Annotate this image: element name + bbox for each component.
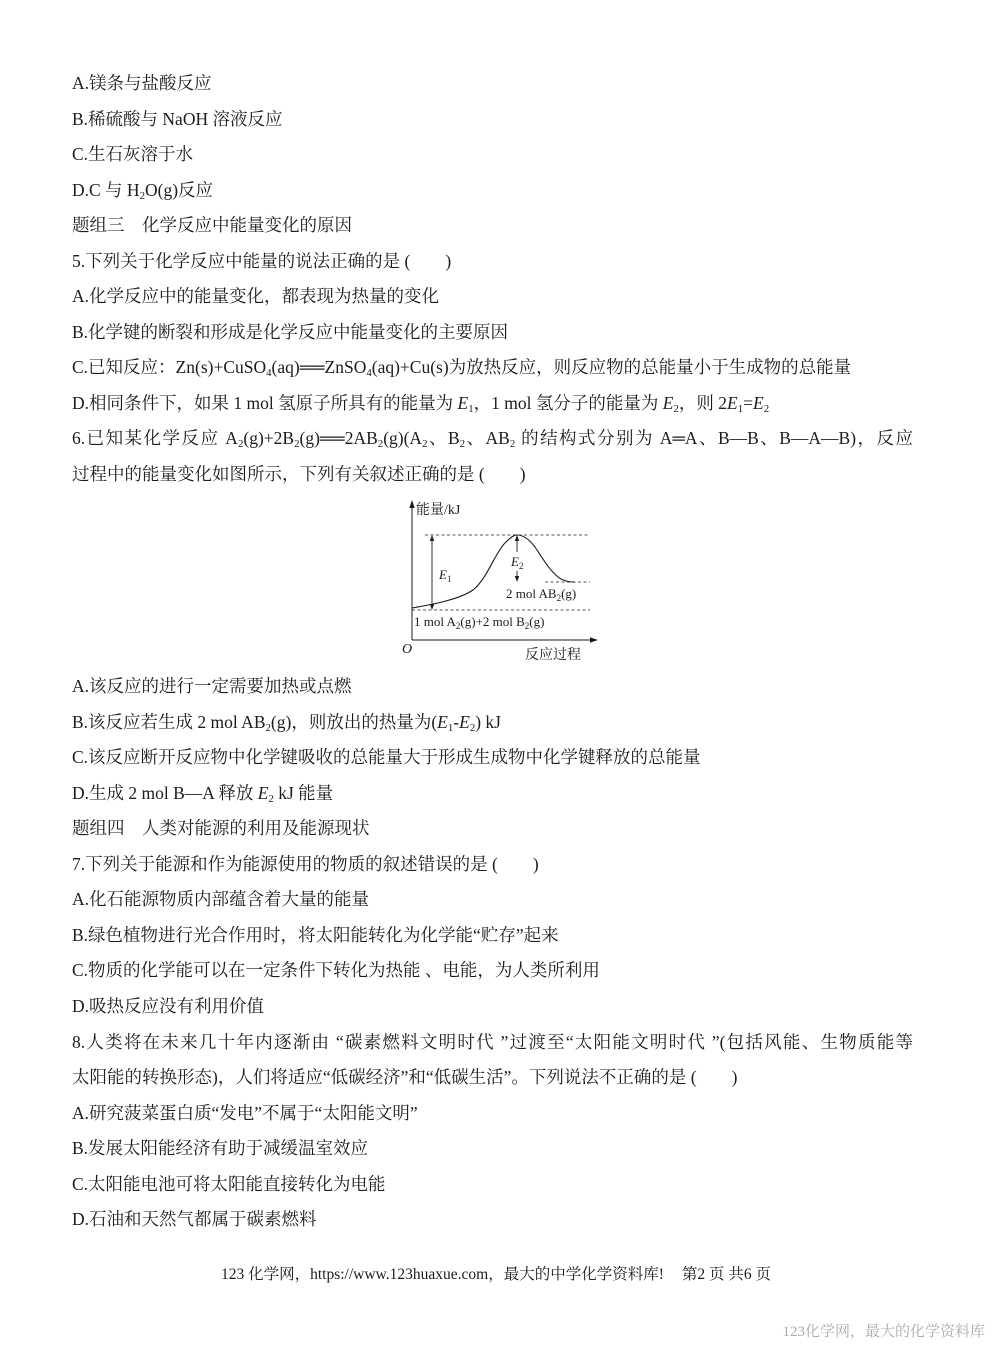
subscript: 2 [509, 438, 516, 451]
text-run: A.镁条与盐酸反应 [72, 73, 212, 93]
question-6-option-b [72, 705, 913, 741]
question-6-option-a [72, 669, 913, 705]
question-8-stem-line-2 [72, 1060, 913, 1096]
question-5-option-a [72, 279, 913, 315]
text-run: C.生石灰溶于水 [72, 144, 194, 165]
origin-label: O [402, 641, 413, 657]
text-run: C.太阳能电池可将太阳能直接转化为电能 [72, 1173, 386, 1194]
subscript: 1 [737, 402, 744, 415]
text-run: B.发展太阳能经济有助于减缓温室效应 [72, 1138, 369, 1159]
footer-page-number: 第2 页 共6 页 [681, 1266, 771, 1283]
text-run: ，则 2 [678, 392, 727, 413]
text-run: C.已知反应：Zn(s)+CuSO [72, 357, 267, 378]
text-run: C.该反应断开反应物中化学键吸收的总能量大于形成生成物中化学键释放的总能量 [72, 747, 701, 768]
text-run: 题组三 化学反应中能量变化的原因 [72, 215, 352, 236]
group-4-title [72, 811, 913, 847]
text-run: 的结构式分别为 A═A、B—B、B—A—B)，反应 [515, 428, 913, 449]
reactant-label [414, 614, 544, 631]
italic-symbol: E [511, 553, 519, 569]
text-run: (g) [529, 613, 545, 629]
document-body [72, 66, 913, 1238]
product-label [506, 586, 576, 603]
italic-symbol: E [726, 392, 738, 413]
text-run: kJ 能量 [273, 782, 334, 803]
subscript: 2 [237, 438, 244, 451]
x-axis-label: 反应过程 [525, 647, 581, 663]
subscript: 1 [446, 573, 452, 584]
subscript: 2 [673, 402, 679, 415]
question-7-stem [72, 847, 913, 883]
text-run: A.化石能源物质内部蕴含着大量的能量 [72, 889, 370, 910]
subscript: 2 [377, 438, 384, 451]
e2-arrowhead-down [515, 576, 519, 582]
y-axis-label: 能量/kJ [416, 502, 461, 518]
question-6-stem-line-1 [72, 421, 913, 457]
text-run: 过程中的能量变化如图所示，下列有关叙述正确的是 ( ) [72, 464, 526, 485]
subscript: 2 [268, 792, 274, 805]
text-run: B.该反应若生成 2 mol AB [72, 711, 266, 732]
question-7-option-b [72, 918, 913, 954]
x-axis-arrowhead [590, 637, 598, 642]
italic-symbol: E [439, 566, 447, 582]
italic-symbol: E [752, 392, 764, 413]
text-run: (g) [561, 585, 577, 601]
e1-arrowhead-down [430, 604, 434, 610]
text-run: ，1 mol 氢分子的能量为 [473, 392, 663, 413]
text-run: C.物质的化学能可以在一定条件下转化为热能 、电能，为人类所利用 [72, 960, 600, 981]
question-7-option-d [72, 989, 913, 1025]
text-run: B.绿色植物进行光合作用时，将太阳能转化为化学能“贮存”起来 [72, 924, 559, 945]
italic-symbol: E [662, 392, 674, 413]
text-run: (g)+2 mol B [460, 613, 525, 629]
text-run: D.石油和天然气都属于碳素燃料 [72, 1209, 317, 1230]
question-7-option-c [72, 953, 913, 989]
text-run: (aq)══ZnSO [271, 357, 367, 378]
text-run: (g)+2B [243, 428, 295, 449]
question-4-option-c [72, 137, 913, 173]
italic-symbol: E [459, 711, 470, 732]
text-run: D.生成 2 mol B—A 释放 [72, 782, 258, 803]
text-run: A.该反应的进行一定需要加热或点燃 [72, 676, 352, 697]
text-run: 7.下列关于能源和作为能源使用的物质的叙述错误的是 ( ) [72, 853, 539, 874]
text-run: D.C 与 H [72, 179, 140, 200]
text-run: B.化学键的断裂和形成是化学反应中能量变化的主要原因 [72, 321, 509, 342]
subscript: 2 [459, 438, 466, 451]
subscript: 2 [524, 620, 530, 631]
e1-label [438, 567, 451, 584]
e2-label [510, 554, 523, 571]
question-8-option-b [72, 1131, 913, 1167]
text-run: 、AB [465, 428, 510, 449]
text-run: (aq)+Cu(s)为放热反应，则反应物的总能量小于生成物的总能量 [371, 357, 852, 378]
question-8-option-a [72, 1096, 913, 1132]
text-run: 题组四 人类对能源的利用及能源现状 [72, 818, 370, 839]
question-4-option-b [72, 102, 913, 138]
text-run: = [743, 392, 753, 413]
watermark: 123化学网，最大的化学资料库 [782, 1324, 985, 1340]
footer-site-text: 123 化学网，https://www.123huaxue.com，最大的中学化学资料库! [220, 1266, 664, 1283]
group-3-title [72, 208, 913, 244]
question-6-option-d [72, 776, 913, 812]
text-run: 2 mol AB [506, 585, 557, 601]
text-run: A.化学反应中的能量变化，都表现为热量的变化 [72, 286, 440, 307]
subscript: 2 [556, 592, 562, 603]
subscript: 2 [265, 721, 271, 734]
text-run: (g)，则放出的热量为( [270, 711, 438, 732]
e1-arrow [430, 535, 434, 610]
subscript: 2 [294, 438, 300, 451]
text-run: - [453, 711, 460, 732]
question-8-option-d [72, 1202, 913, 1238]
subscript: 2 [139, 189, 145, 202]
energy-diagram [395, 493, 605, 669]
italic-symbol: E [457, 392, 469, 413]
italic-symbol: E [257, 782, 269, 803]
text-run: 、B [427, 428, 460, 449]
question-5-option-c [72, 350, 913, 386]
text-run: 1 mol A [414, 613, 456, 629]
text-run: ) kJ [475, 711, 501, 732]
text-run: (g)(A [383, 428, 423, 449]
text-run: D.吸热反应没有利用价值 [72, 995, 265, 1016]
text-run: 5.下列关于化学反应中能量的说法正确的是 ( ) [72, 250, 452, 271]
question-5-stem [72, 244, 913, 280]
question-6-figure [72, 493, 913, 670]
italic-symbol: E [437, 711, 448, 732]
subscript: 4 [366, 367, 372, 380]
subscript: 1 [468, 402, 474, 415]
text-run: 太阳能的转换形态)，人们将适应“低碳经济”和“低碳生活”。下列说法不正确的是 ( ) [72, 1067, 738, 1088]
page-footer [0, 1265, 992, 1285]
question-6-option-c [72, 740, 913, 776]
question-8-stem-line-1 [72, 1025, 913, 1061]
text-run: A.研究菠菜蛋白质“发电”不属于“太阳能文明” [72, 1102, 418, 1123]
subscript: 1 [447, 721, 454, 734]
text-run: (g)══2AB [299, 428, 378, 449]
e2-arrowhead-up [515, 535, 519, 541]
question-7-option-a [72, 882, 913, 918]
y-axis-arrowhead [409, 500, 414, 508]
text-run: 8.人类将在未来几十年内逐渐由 “碳素燃料文明时代 ”过渡至“太阳能文明时代 ”(包括风能、生物质能等 [72, 1031, 913, 1052]
subscript: 2 [469, 721, 476, 734]
text-run: D.相同条件下，如果 1 mol 氢原子所具有的能量为 [72, 392, 458, 413]
text-run: O(g)反应 [145, 179, 214, 200]
text-run: B.稀硫酸与 NaOH 溶液反应 [72, 108, 283, 129]
subscript: 4 [266, 367, 272, 380]
question-4-option-a [72, 66, 913, 102]
subscript: 2 [422, 438, 428, 451]
subscript: 2 [518, 560, 524, 571]
e1-arrowhead-up [430, 535, 434, 541]
question-8-option-c [72, 1167, 913, 1203]
subscript: 2 [763, 402, 770, 415]
subscript: 2 [455, 620, 461, 631]
question-6-stem-line-2 [72, 457, 913, 493]
question-5-option-b [72, 315, 913, 351]
question-4-option-d [72, 173, 913, 209]
question-5-option-d [72, 386, 913, 422]
text-run: 6.已知某化学反应 A [72, 428, 238, 449]
